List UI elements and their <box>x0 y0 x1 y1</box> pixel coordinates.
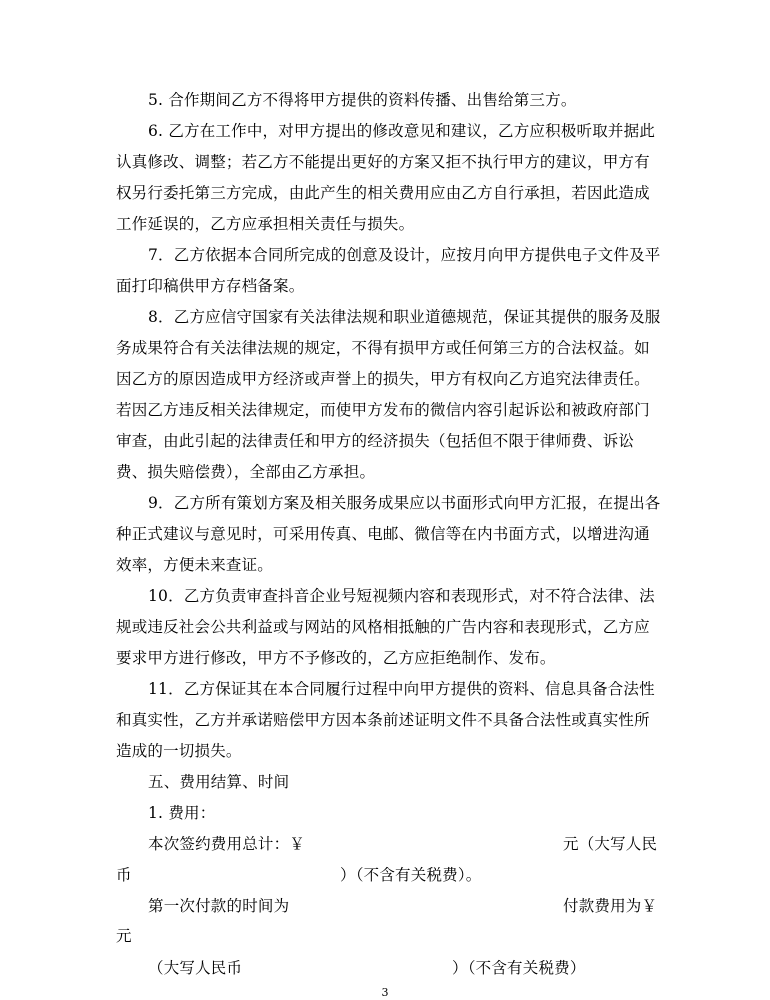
clause-11-line-3: 造成的一切损失。 <box>116 742 242 760</box>
clause-8-line-1: 8．乙方应信守国家有关法律法规和职业道德规范，保证其提供的服务及服 <box>148 308 661 326</box>
page-number: 3 <box>381 986 389 999</box>
clause-6-line-3: 权另行委托第三方完成，由此产生的相关费用应由乙方自行承担，若因此造成 <box>116 184 650 202</box>
rmb-upper-label: （大写人民币 <box>148 959 243 977</box>
clause-11-line-1: 11．乙方保证其在本合同履行过程中向甲方提供的资料、信息具备合法性 <box>148 680 655 698</box>
clause-8-line-4: 若因乙方违反相关法律规定，而使甲方发布的微信内容引起诉讼和被政府部门 <box>116 401 650 419</box>
clause-6-line-2: 认真修改、调整；若乙方不能提出更好的方案又拒不执行甲方的建议，甲方有 <box>116 153 650 171</box>
clause-10-line-3: 要求甲方进行修改，甲方不予修改的，乙方应拒绝制作、发布。 <box>116 649 556 667</box>
first-payment-label: 第一次付款的时间为 <box>148 897 290 915</box>
section-5-heading: 五、费用结算、时间 <box>148 773 290 791</box>
fee-tax-note-1: ）（不含有关税费）。 <box>340 866 482 884</box>
clause-9-line-1: 9．乙方所有策划方案及相关服务成果应以书面形式向甲方汇报，在提出各 <box>148 494 661 512</box>
clause-7-line-1: 7．乙方依据本合同所完成的创意及设计，应按月向甲方提供电子文件及平 <box>148 246 661 264</box>
clause-9-line-2: 种正式建议与意见时，可采用传真、电邮、微信等在内书面方式，以增进沟通 <box>116 525 650 543</box>
fee-total-suffix: 元（大写人民 <box>563 835 658 853</box>
clause-9-line-3: 效率，方便未来查证。 <box>116 556 274 574</box>
clause-6-line-4: 工作延误的，乙方应承担相关责任与损失。 <box>116 215 415 233</box>
clause-10-line-2: 规或违反社会公共利益或与网站的风格相抵触的广告内容和表现形式，乙方应 <box>116 618 650 636</box>
clause-5: 5. 合作期间乙方不得将甲方提供的资料传播、出售给第三方。 <box>148 91 577 109</box>
fee-tax-note-2: ）（不含有关税费） <box>452 959 586 977</box>
clause-8-line-5: 审查，由此引起的法律责任和甲方的经济损失（包括但不限于律师费、诉讼 <box>116 432 635 450</box>
clause-8-line-3: 因乙方的原因造成甲方经济或声誉上的损失，甲方有权向乙方追究法律责任。 <box>116 370 650 388</box>
clause-8-line-6: 费、损失赔偿费），全部由乙方承担。 <box>116 463 376 481</box>
fee-rmb-label: 币 <box>116 866 132 884</box>
payment-yuan-label: 元 <box>116 927 132 945</box>
fee-subheading: 1. 费用： <box>148 804 216 822</box>
fee-total-label: 本次签约费用总计：￥ <box>148 835 306 853</box>
clause-10-line-1: 10．乙方负责审查抖音企业号短视频内容和表现形式，对不符合法律、法 <box>148 587 655 605</box>
clause-6-line-1: 6. 乙方在工作中，对甲方提出的修改意见和建议，乙方应积极听取并据此 <box>148 122 656 140</box>
clause-11-line-2: 和真实性，乙方并承诺赔偿甲方因本条前述证明文件不具备合法性或真实性所 <box>116 711 650 729</box>
clause-8-line-2: 务成果符合有关法律法规的规定，不得有损甲方或任何第三方的合法权益。如 <box>116 339 650 357</box>
clause-7-line-2: 面打印稿供甲方存档备案。 <box>116 277 305 295</box>
payment-amount-label: 付款费用为￥ <box>563 897 658 915</box>
